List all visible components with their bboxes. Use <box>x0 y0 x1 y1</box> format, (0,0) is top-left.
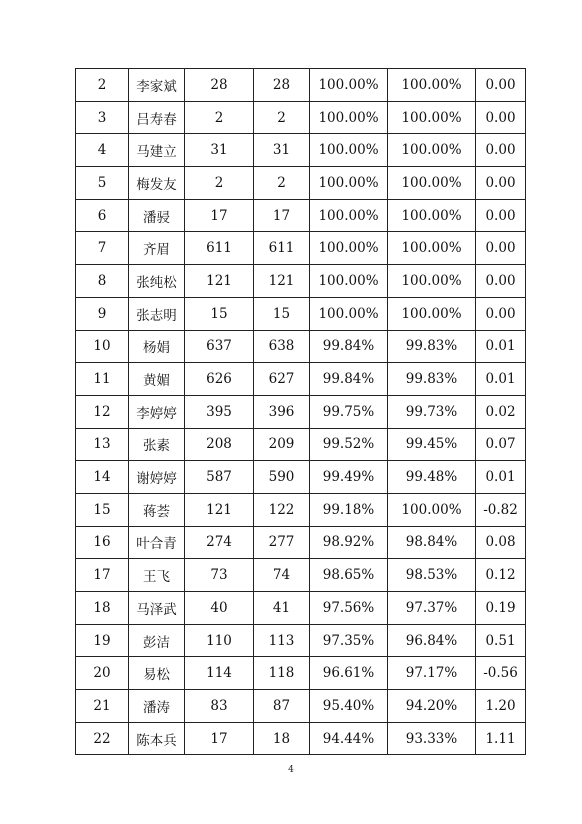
table-row <box>76 199 526 232</box>
name-cell: 王飞 <box>129 559 185 592</box>
table-row <box>76 559 526 592</box>
name-cell: 潘涛 <box>129 690 185 723</box>
rate-1-cell: 100.00% <box>310 297 388 330</box>
rate-1-cell: 100.00% <box>310 199 388 232</box>
rate-2-cell: 100.00% <box>388 297 476 330</box>
rate-2-cell: 99.73% <box>388 395 476 428</box>
count-b-cell: 74 <box>254 559 310 592</box>
count-b-cell: 118 <box>254 657 310 690</box>
count-b-cell: 15 <box>254 297 310 330</box>
row-number-cell: 4 <box>76 134 129 167</box>
rate-1-cell: 100.00% <box>310 167 388 200</box>
row-number-cell: 19 <box>76 624 129 657</box>
name-cell: 易松 <box>129 657 185 690</box>
count-a-cell: 637 <box>185 330 254 363</box>
data-table <box>75 68 526 755</box>
count-a-cell: 15 <box>185 297 254 330</box>
row-number-cell: 11 <box>76 363 129 396</box>
rate-1-cell: 97.56% <box>310 592 388 625</box>
rate-1-cell: 95.40% <box>310 690 388 723</box>
count-b-cell: 638 <box>254 330 310 363</box>
rate-1-cell: 100.00% <box>310 134 388 167</box>
name-cell: 蒋荟 <box>129 493 185 526</box>
rate-2-cell: 99.83% <box>388 363 476 396</box>
count-b-cell: 627 <box>254 363 310 396</box>
rate-2-cell: 96.84% <box>388 624 476 657</box>
difference-cell: 0.00 <box>476 101 526 134</box>
table-body <box>76 69 526 755</box>
rate-2-cell: 97.37% <box>388 592 476 625</box>
count-b-cell: 277 <box>254 526 310 559</box>
count-a-cell: 274 <box>185 526 254 559</box>
rate-1-cell: 99.49% <box>310 461 388 494</box>
rate-2-cell: 98.84% <box>388 526 476 559</box>
rate-2-cell: 99.45% <box>388 428 476 461</box>
count-a-cell: 626 <box>185 363 254 396</box>
row-number-cell: 17 <box>76 559 129 592</box>
row-number-cell: 20 <box>76 657 129 690</box>
name-cell: 张志明 <box>129 297 185 330</box>
page-number: 4 <box>288 765 294 775</box>
table-row <box>76 690 526 723</box>
row-number-cell: 9 <box>76 297 129 330</box>
difference-cell: 0.01 <box>476 461 526 494</box>
count-b-cell: 87 <box>254 690 310 723</box>
count-b-cell: 122 <box>254 493 310 526</box>
rate-1-cell: 99.84% <box>310 330 388 363</box>
count-a-cell: 2 <box>185 167 254 200</box>
rate-2-cell: 99.83% <box>388 330 476 363</box>
table-row <box>76 330 526 363</box>
difference-cell: -0.82 <box>476 493 526 526</box>
count-a-cell: 83 <box>185 690 254 723</box>
count-b-cell: 209 <box>254 428 310 461</box>
count-a-cell: 31 <box>185 134 254 167</box>
row-number-cell: 7 <box>76 232 129 265</box>
count-b-cell: 41 <box>254 592 310 625</box>
name-cell: 黄媚 <box>129 363 185 396</box>
name-cell: 马建立 <box>129 134 185 167</box>
rate-1-cell: 99.75% <box>310 395 388 428</box>
row-number-cell: 12 <box>76 395 129 428</box>
count-a-cell: 17 <box>185 199 254 232</box>
difference-cell: 0.12 <box>476 559 526 592</box>
count-a-cell: 611 <box>185 232 254 265</box>
rate-2-cell: 97.17% <box>388 657 476 690</box>
table-row <box>76 461 526 494</box>
rate-2-cell: 100.00% <box>388 493 476 526</box>
rate-1-cell: 94.44% <box>310 722 388 755</box>
name-cell: 马泽武 <box>129 592 185 625</box>
count-b-cell: 396 <box>254 395 310 428</box>
rate-2-cell: 100.00% <box>388 232 476 265</box>
difference-cell: 0.00 <box>476 232 526 265</box>
name-cell: 杨娟 <box>129 330 185 363</box>
rate-2-cell: 100.00% <box>388 134 476 167</box>
rate-2-cell: 100.00% <box>388 69 476 102</box>
difference-cell: 0.00 <box>476 199 526 232</box>
row-number-cell: 14 <box>76 461 129 494</box>
rate-2-cell: 100.00% <box>388 265 476 298</box>
difference-cell: 0.00 <box>476 297 526 330</box>
table-row <box>76 101 526 134</box>
count-a-cell: 40 <box>185 592 254 625</box>
count-b-cell: 2 <box>254 101 310 134</box>
count-a-cell: 2 <box>185 101 254 134</box>
count-a-cell: 28 <box>185 69 254 102</box>
rate-2-cell: 100.00% <box>388 101 476 134</box>
row-number-cell: 3 <box>76 101 129 134</box>
table-row <box>76 624 526 657</box>
count-b-cell: 113 <box>254 624 310 657</box>
rate-2-cell: 100.00% <box>388 199 476 232</box>
count-b-cell: 2 <box>254 167 310 200</box>
table-row <box>76 232 526 265</box>
name-cell: 吕寿春 <box>129 101 185 134</box>
rate-2-cell: 98.53% <box>388 559 476 592</box>
count-a-cell: 73 <box>185 559 254 592</box>
name-cell: 齐眉 <box>129 232 185 265</box>
name-cell: 谢婷婷 <box>129 461 185 494</box>
rate-1-cell: 100.00% <box>310 101 388 134</box>
count-b-cell: 31 <box>254 134 310 167</box>
count-b-cell: 590 <box>254 461 310 494</box>
count-a-cell: 395 <box>185 395 254 428</box>
name-cell: 张纯松 <box>129 265 185 298</box>
rate-1-cell: 99.84% <box>310 363 388 396</box>
rate-1-cell: 98.92% <box>310 526 388 559</box>
count-a-cell: 17 <box>185 722 254 755</box>
count-b-cell: 121 <box>254 265 310 298</box>
name-cell: 梅发友 <box>129 167 185 200</box>
count-b-cell: 17 <box>254 199 310 232</box>
table-row <box>76 297 526 330</box>
difference-cell: 0.19 <box>476 592 526 625</box>
rate-2-cell: 94.20% <box>388 690 476 723</box>
count-a-cell: 587 <box>185 461 254 494</box>
difference-cell: 0.00 <box>476 134 526 167</box>
difference-cell: 0.07 <box>476 428 526 461</box>
difference-cell: 0.00 <box>476 167 526 200</box>
name-cell: 陈本兵 <box>129 722 185 755</box>
row-number-cell: 21 <box>76 690 129 723</box>
rate-1-cell: 99.18% <box>310 493 388 526</box>
row-number-cell: 16 <box>76 526 129 559</box>
row-number-cell: 5 <box>76 167 129 200</box>
row-number-cell: 18 <box>76 592 129 625</box>
difference-cell: 1.20 <box>476 690 526 723</box>
table-row <box>76 428 526 461</box>
difference-cell: 1.11 <box>476 722 526 755</box>
count-a-cell: 121 <box>185 265 254 298</box>
row-number-cell: 15 <box>76 493 129 526</box>
count-a-cell: 114 <box>185 657 254 690</box>
rate-1-cell: 97.35% <box>310 624 388 657</box>
difference-cell: 0.01 <box>476 363 526 396</box>
table-row <box>76 265 526 298</box>
table-row <box>76 363 526 396</box>
rate-1-cell: 100.00% <box>310 69 388 102</box>
rate-1-cell: 100.00% <box>310 265 388 298</box>
count-a-cell: 110 <box>185 624 254 657</box>
name-cell: 潘骎 <box>129 199 185 232</box>
difference-cell: 0.02 <box>476 395 526 428</box>
rate-2-cell: 99.48% <box>388 461 476 494</box>
table-row <box>76 493 526 526</box>
rate-1-cell: 98.65% <box>310 559 388 592</box>
count-b-cell: 18 <box>254 722 310 755</box>
count-a-cell: 121 <box>185 493 254 526</box>
count-b-cell: 611 <box>254 232 310 265</box>
difference-cell: 0.01 <box>476 330 526 363</box>
row-number-cell: 22 <box>76 722 129 755</box>
row-number-cell: 8 <box>76 265 129 298</box>
count-b-cell: 28 <box>254 69 310 102</box>
table-row <box>76 657 526 690</box>
table-row <box>76 592 526 625</box>
table-row <box>76 526 526 559</box>
row-number-cell: 10 <box>76 330 129 363</box>
row-number-cell: 6 <box>76 199 129 232</box>
rate-1-cell: 99.52% <box>310 428 388 461</box>
rate-1-cell: 96.61% <box>310 657 388 690</box>
difference-cell: -0.56 <box>476 657 526 690</box>
rate-1-cell: 100.00% <box>310 232 388 265</box>
name-cell: 李家斌 <box>129 69 185 102</box>
difference-cell: 0.08 <box>476 526 526 559</box>
table-row <box>76 167 526 200</box>
name-cell: 彭洁 <box>129 624 185 657</box>
row-number-cell: 13 <box>76 428 129 461</box>
rate-2-cell: 100.00% <box>388 167 476 200</box>
row-number-cell: 2 <box>76 69 129 102</box>
name-cell: 叶合青 <box>129 526 185 559</box>
count-a-cell: 208 <box>185 428 254 461</box>
table-row <box>76 722 526 755</box>
name-cell: 张素 <box>129 428 185 461</box>
name-cell: 李婷婷 <box>129 395 185 428</box>
difference-cell: 0.00 <box>476 69 526 102</box>
table-row <box>76 395 526 428</box>
table-row <box>76 69 526 102</box>
rate-2-cell: 93.33% <box>388 722 476 755</box>
table-row <box>76 134 526 167</box>
difference-cell: 0.00 <box>476 265 526 298</box>
difference-cell: 0.51 <box>476 624 526 657</box>
